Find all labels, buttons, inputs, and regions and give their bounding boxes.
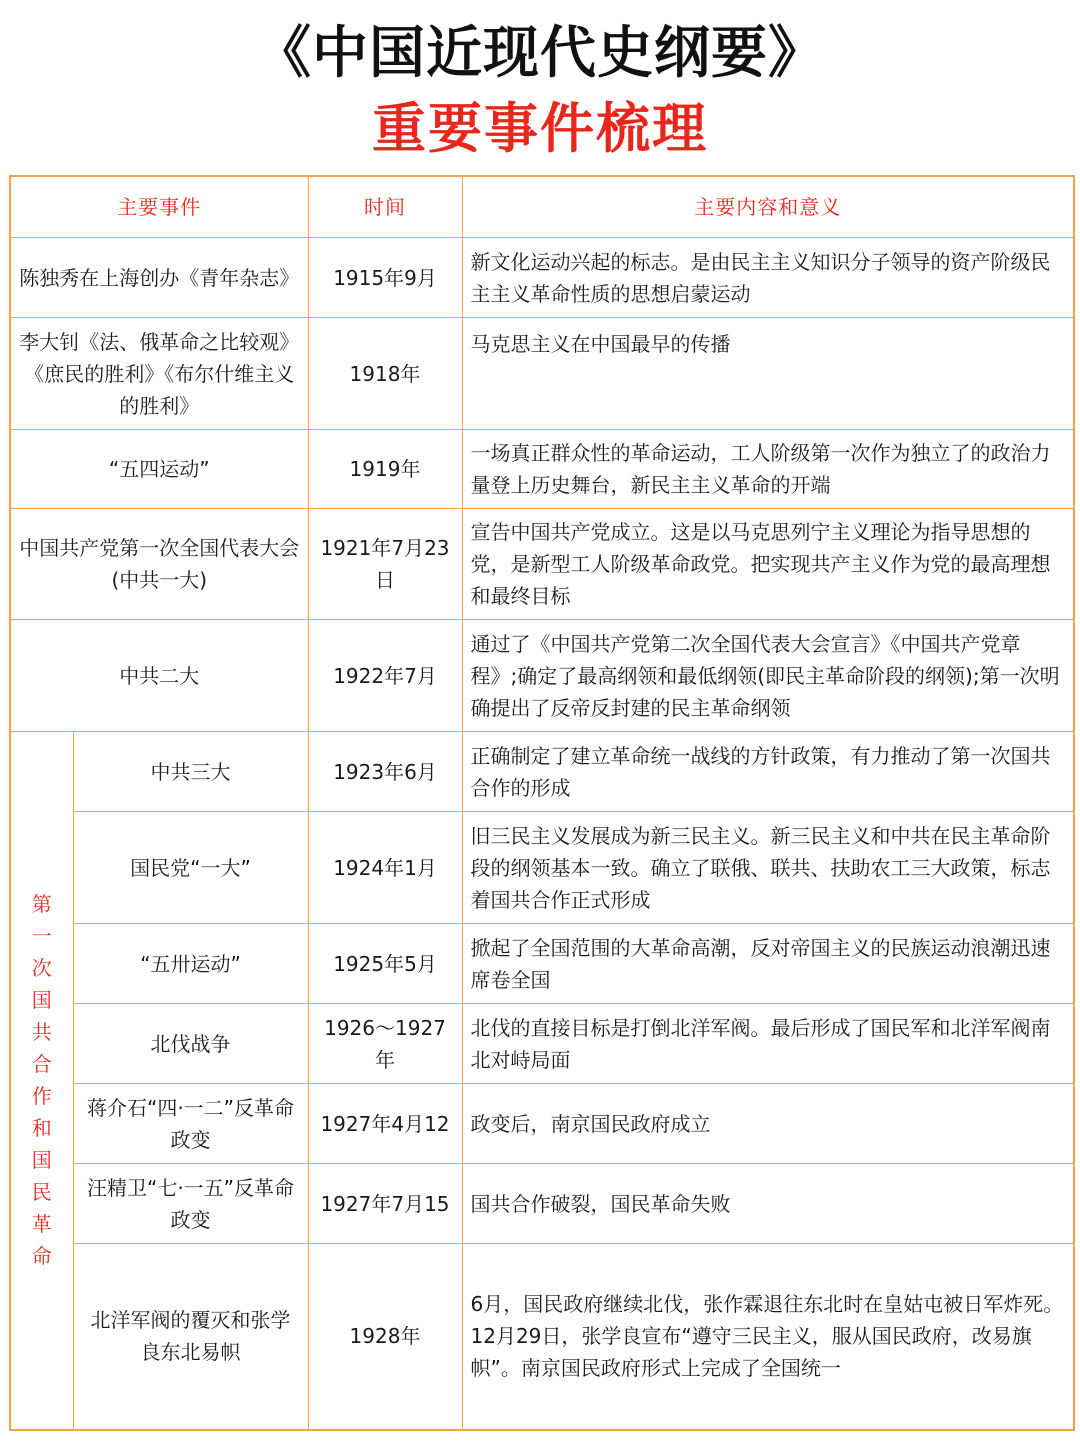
time-cell: 1926～1927年	[308, 1004, 462, 1084]
event-cell: 北洋军阀的覆灭和张学良东北易帜	[73, 1244, 308, 1430]
group-label-char: 一	[31, 924, 52, 949]
content-cell: 北伐的直接目标是打倒北洋军阀。最后形成了国民军和北洋军阀南北对峙局面	[462, 1004, 1074, 1084]
group-label-char: 合	[31, 1052, 52, 1077]
group-label-char: 民	[31, 1180, 52, 1205]
time-cell: 1922年7月	[308, 620, 462, 732]
time-cell: 1927年4月12	[308, 1084, 462, 1164]
group-label-char: 次	[31, 956, 52, 981]
time-cell: 1927年7月15	[308, 1164, 462, 1244]
group-label	[10, 732, 73, 1430]
group-label-char: 国	[31, 1148, 52, 1173]
table-row	[10, 1084, 1074, 1164]
content-cell: 掀起了全国范围的大革命高潮，反对帝国主义的民族运动浪潮迅速席卷全国	[462, 924, 1074, 1004]
table-row	[10, 509, 1074, 620]
event-cell: 国民党“一大”	[73, 812, 308, 924]
header-content: 主要内容和意义	[462, 176, 1074, 238]
table-row	[10, 1244, 1074, 1430]
event-cell: 陈独秀在上海创办《青年杂志》	[10, 238, 308, 318]
table-row	[10, 732, 1074, 812]
table-row	[10, 1164, 1074, 1244]
content-cell: 马克思主义在中国最早的传播	[462, 318, 1074, 430]
group-label-char: 作	[31, 1084, 52, 1109]
table-row	[10, 318, 1074, 430]
event-cell: 中国共产党第一次全国代表大会(中共一大)	[10, 509, 308, 620]
time-cell: 1924年1月	[308, 812, 462, 924]
event-cell: 北伐战争	[73, 1004, 308, 1084]
title-line-1: 《中国近现代史纲要》	[255, 21, 825, 86]
table-row	[10, 1004, 1074, 1084]
title-line-2: 重要事件梳理	[372, 97, 708, 160]
time-cell: 1921年7月23日	[308, 509, 462, 620]
event-cell: 中共二大	[10, 620, 308, 732]
content-cell: 国共合作破裂，国民革命失败	[462, 1164, 1074, 1244]
time-cell: 1918年	[308, 318, 462, 430]
content-cell: 正确制定了建立革命统一战线的方针政策，有力推动了第一次国共合作的形成	[462, 732, 1074, 812]
header-event: 主要事件	[10, 176, 308, 238]
group-label-char: 革	[31, 1212, 52, 1237]
group-label-char: 第	[31, 892, 52, 917]
event-cell: “五四运动”	[10, 430, 308, 509]
event-cell: 汪精卫“七·一五”反革命政变	[73, 1164, 308, 1244]
content-cell: 6月，国民政府继续北伐，张作霖退往东北时在皇姑屯被日军炸死。12月29日，张学良宣布“遵守三民主义，服从国民政府，改易旗帜”。南京国民政府形式上完成了全国统一	[462, 1244, 1074, 1430]
table-row	[10, 620, 1074, 732]
group-label-char: 国	[31, 988, 52, 1013]
header-time: 时间	[308, 176, 462, 238]
content-cell: 通过了《中国共产党第二次全国代表大会宣言》《中国共产党章程》;确定了最高纲领和最低纲领(即民主革命阶段的纲领);第一次明确提出了反帝反封建的民主革命纲领	[462, 620, 1074, 732]
content-cell: 宣告中国共产党成立。这是以马克思列宁主义理论为指导思想的党，是新型工人阶级革命政党。把实现共产主义作为党的最高理想和最终目标	[462, 509, 1074, 620]
table-header-row	[10, 176, 1074, 238]
content-cell: 新文化运动兴起的标志。是由民主主义知识分子领导的资产阶级民主主义革命性质的思想启蒙运动	[462, 238, 1074, 318]
event-cell: 蒋介石“四·一二”反革命政变	[73, 1084, 308, 1164]
events-table	[9, 175, 1075, 1431]
event-cell: 中共三大	[73, 732, 308, 812]
time-cell: 1915年9月	[308, 238, 462, 318]
time-cell: 1923年6月	[308, 732, 462, 812]
table-row	[10, 430, 1074, 509]
time-cell: 1928年	[308, 1244, 462, 1430]
time-cell: 1925年5月	[308, 924, 462, 1004]
table-row	[10, 812, 1074, 924]
group-label-char: 和	[31, 1116, 52, 1141]
content-cell: 旧三民主义发展成为新三民主义。新三民主义和中共在民主革命阶段的纲领基本一致。确立了联俄、联共、扶助农工三大政策，标志着国共合作正式形成	[462, 812, 1074, 924]
table-row	[10, 924, 1074, 1004]
group-label-char: 命	[31, 1244, 52, 1269]
content-cell: 政变后，南京国民政府成立	[462, 1084, 1074, 1164]
event-cell: “五卅运动”	[73, 924, 308, 1004]
content-cell: 一场真正群众性的革命运动，工人阶级第一次作为独立了的政治力量登上历史舞台，新民主主义革命的开端	[462, 430, 1074, 509]
time-cell: 1919年	[308, 430, 462, 509]
group-label-char: 共	[31, 1020, 52, 1045]
event-cell: 李大钊《法、俄革命之比较观》《庶民的胜利》《布尔什维主义的胜利》	[10, 318, 308, 430]
table-row	[10, 238, 1074, 318]
